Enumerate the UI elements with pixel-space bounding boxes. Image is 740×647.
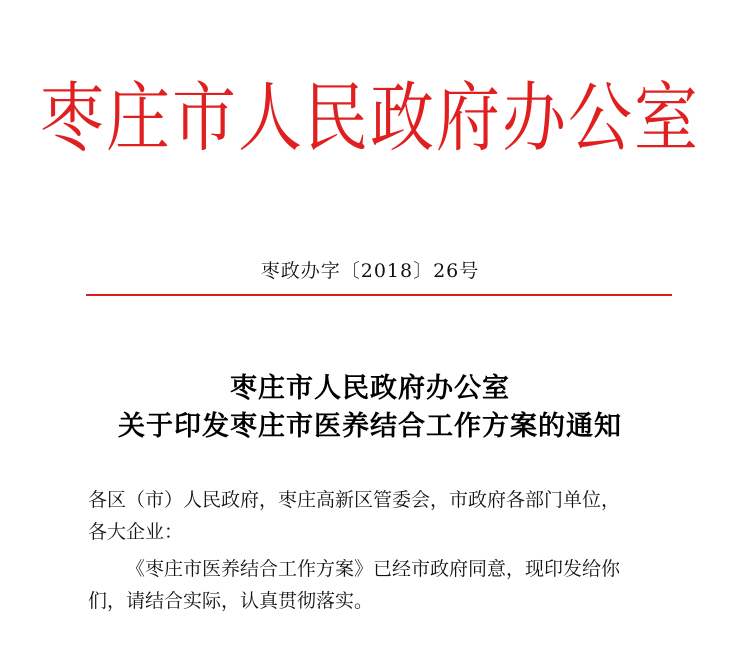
red-divider-line xyxy=(86,294,672,296)
title-line-1: 枣庄市人民政府办公室 xyxy=(230,373,510,404)
addressee-line-1: 各区（市）人民政府，枣庄高新区管委会，市政府各部门单位， xyxy=(88,489,621,511)
document-title xyxy=(0,370,740,446)
body-line-1: 《枣庄市医养结合工作方案》已经市政府同意，现印发给你 xyxy=(126,558,621,580)
body-paragraph xyxy=(88,553,678,617)
masthead-organization-name: 枣庄市人民政府办公室 xyxy=(40,75,700,163)
body-line-2: 们，请结合实际，认真贯彻落实。 xyxy=(88,590,374,612)
addressee-block xyxy=(88,484,678,548)
title-line-2: 关于印发枣庄市医养结合工作方案的通知 xyxy=(118,411,622,442)
addressee-line-2: 各大企业： xyxy=(88,521,184,543)
document-number: 枣政办字〔2018〕26号 xyxy=(260,260,480,282)
